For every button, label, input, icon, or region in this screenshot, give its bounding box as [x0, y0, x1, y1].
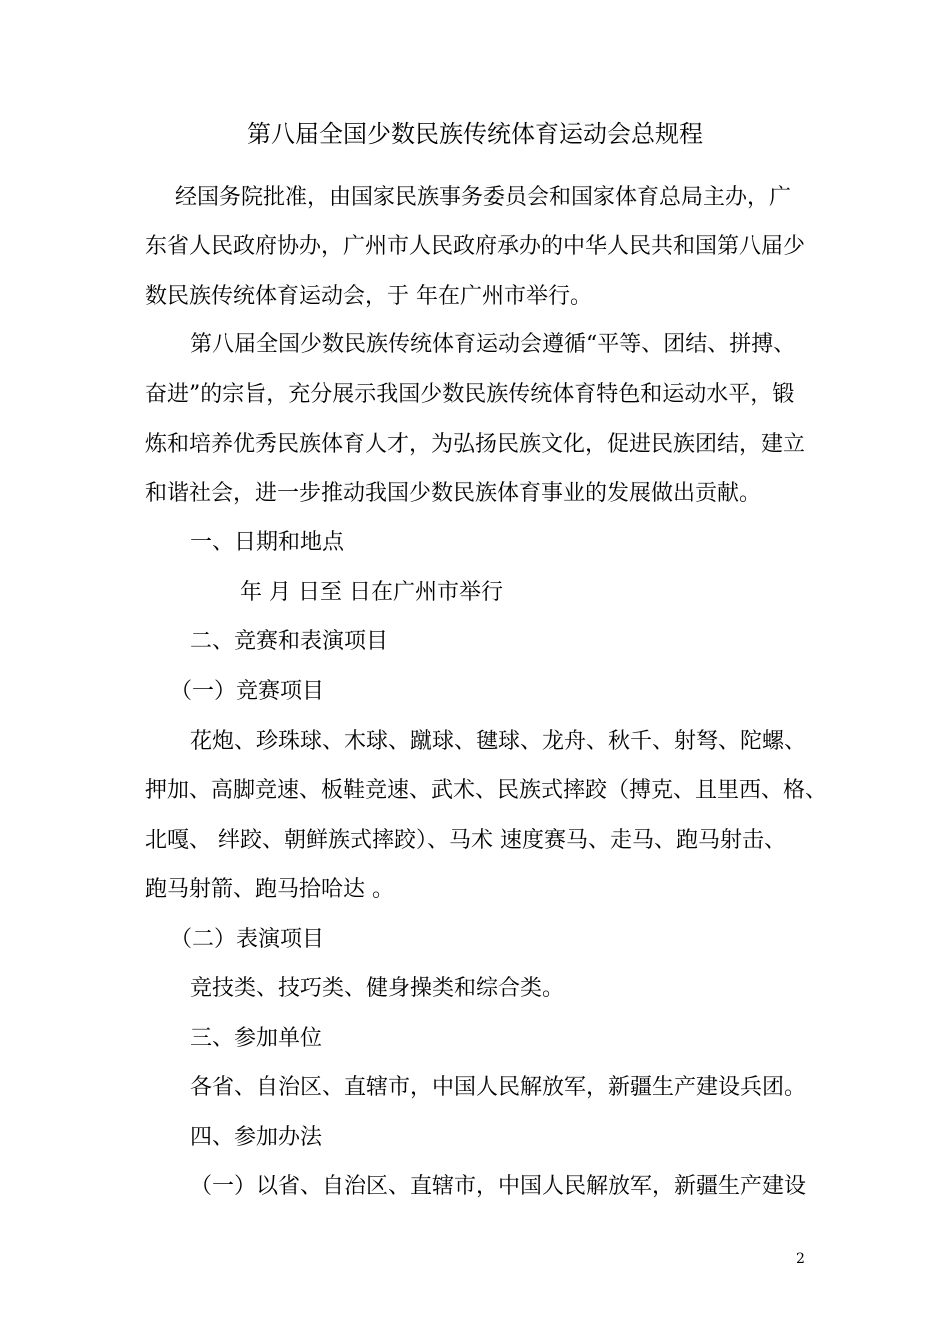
- text-line: 押加、高脚竞速、板鞋竞速、武术、民族式摔跤（搏克、且里西、格、: [145, 778, 828, 803]
- subsection-heading: （一）竞赛项目: [170, 679, 325, 704]
- text-line: 经国务院批准，由国家民族事务委员会和国家体育总局主办，广: [175, 185, 792, 210]
- text-line: 第八届全国少数民族传统体育运动会遵循“平等、团结、拼搏、: [190, 332, 796, 357]
- text-line: 北嘎、 绊跤、朝鲜族式摔跤）、马术 速度赛马、走马、跑马射击、: [145, 828, 786, 853]
- text-line: 东省人民政府协办，广州市人民政府承办的中华人民共和国第八届少: [145, 234, 806, 259]
- text-line: 数民族传统体育运动会，于 年在广州市举行。: [145, 284, 592, 309]
- text-line: 和谐社会，进一步推动我国少数民族体育事业的发展做出贡献。: [145, 481, 762, 506]
- section-heading: 三、参加单位: [190, 1026, 323, 1051]
- text-line: 各省、自治区、直辖市，中国人民解放军，新疆生产建设兵团。: [190, 1075, 807, 1100]
- document-title: 第八届全国少数民族传统体育运动会总规程: [247, 120, 703, 148]
- text-line: 跑马射箭、跑马拾哈达 。: [145, 877, 394, 902]
- text-line: 年 月 日至 日在广州市举行: [240, 580, 503, 605]
- text-line: （一）以省、自治区、直辖市，中国人民解放军，新疆生产建设: [190, 1174, 807, 1199]
- section-heading: 二、竞赛和表演项目: [190, 629, 389, 654]
- text-line: 奋进”的宗旨，充分展示我国少数民族传统体育特色和运动水平，锻: [145, 382, 795, 407]
- text-line: 炼和培养优秀民族体育人才，为弘扬民族文化，促进民族团结，建立: [145, 432, 806, 457]
- page-number: 2: [796, 1251, 805, 1267]
- section-heading: 一、日期和地点: [190, 530, 345, 555]
- section-heading: 四、参加办法: [190, 1125, 323, 1150]
- text-line: 竞技类、技巧类、健身操类和综合类。: [190, 976, 565, 1001]
- subsection-heading: （二）表演项目: [170, 927, 325, 952]
- text-line: 花炮、珍珠球、木球、蹴球、毽球、龙舟、秋千、射弩、陀螺、: [190, 729, 807, 754]
